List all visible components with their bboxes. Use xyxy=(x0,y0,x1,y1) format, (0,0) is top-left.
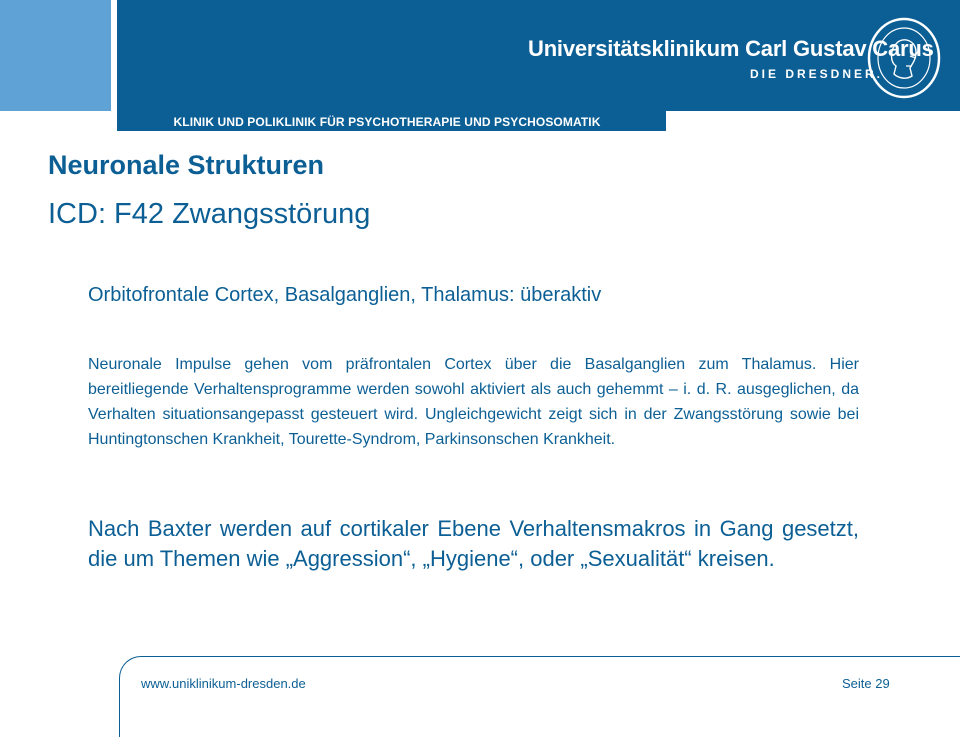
carl-gustav-carus-seal-icon xyxy=(866,16,942,100)
footer-url[interactable]: www.uniklinikum-dresden.de xyxy=(141,676,306,691)
slide-subtitle: ICD: F42 Zwangsstörung xyxy=(48,198,371,230)
paragraph-impulses: Neuronale Impulse gehen vom präfrontalen Cortex über die Basalganglien zum Thalamus. Hier bereitliegende Verhaltensprogramme werden sowohl aktiviert als auch gehemmt – i. d. R. ausgeglichen, da Verhalten situationsangepasst gesteuert wird. Ungleichgewicht zeigt sich in der Zwangsstörung sowie bei Huntingtonschen Krankheit, Tourette-Syndrom, Parkinsonschen Krankheit. xyxy=(88,356,859,448)
page-number: Seite 29 xyxy=(842,676,890,691)
header-right-cutout xyxy=(666,111,960,131)
footer-frame xyxy=(119,656,960,737)
header-accent-square xyxy=(0,0,111,111)
header-left-strip xyxy=(0,111,111,131)
hospital-tagline: DIE DRESDNER. xyxy=(750,67,884,81)
clinic-name: KLINIK UND POLIKLINIK FÜR PSYCHOTHERAPIE UND PSYCHOSOMATIK xyxy=(173,115,601,129)
paragraph-baxter: Nach Baxter werden auf cortikaler Ebene Verhaltensmakros in Gang gesetzt, die um Themen wie „Aggression“, „Hygiene“, oder „Sexualität“ kreisen. xyxy=(88,516,859,571)
slide-title: Neuronale Strukturen xyxy=(48,150,325,180)
hospital-name: Universitätsklinikum Carl Gustav Carus xyxy=(528,36,934,61)
paragraph-regions: Orbitofrontale Cortex, Basalganglien, Thalamus: überaktiv xyxy=(88,284,602,306)
